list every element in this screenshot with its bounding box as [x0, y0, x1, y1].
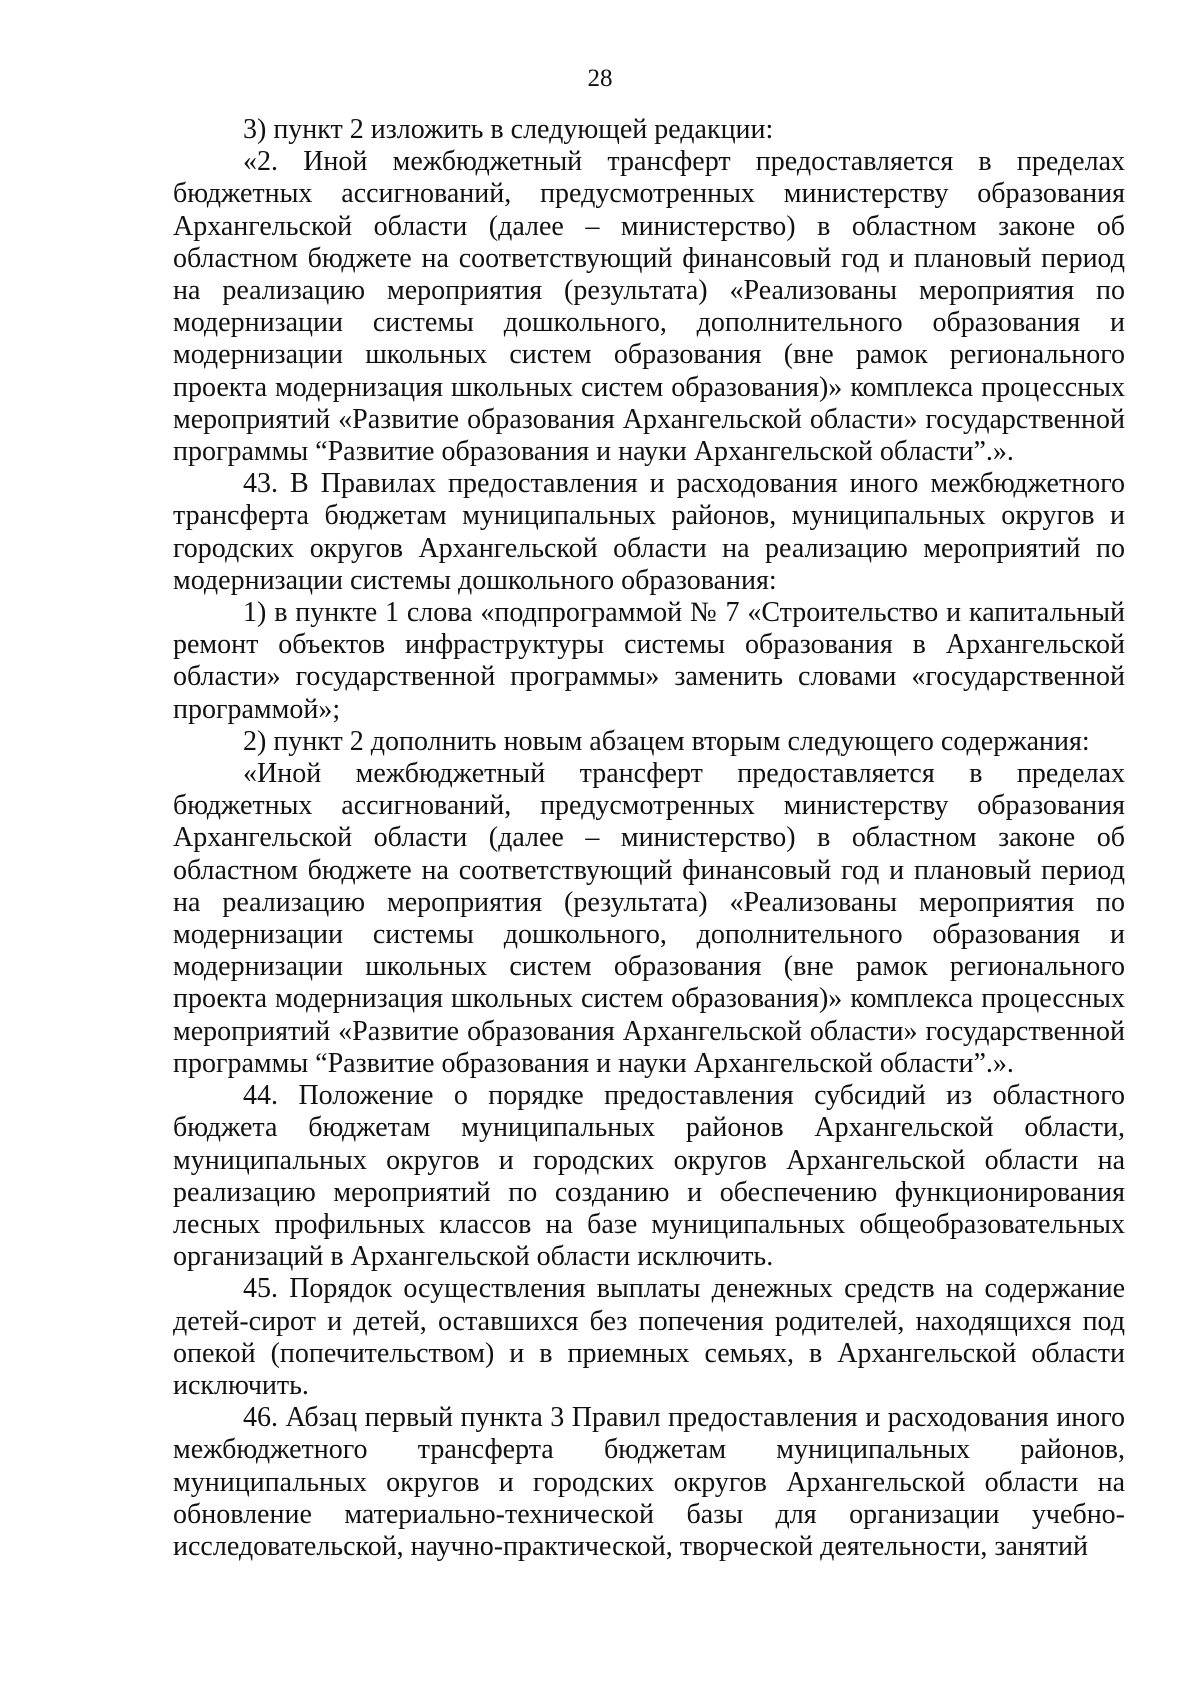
document-body [173, 114, 1125, 1563]
paragraph-43: 43. В Правилах предоставления и расходования иного межбюджетного трансферта бюджетам муниципальных районов, муниципальных округов и городских округов Архангельской области на реализацию мероприятий по модернизации системы дошкольного образования: [173, 468, 1125, 596]
paragraph-46: 46. Абзац первый пункта 3 Правил предоставления и расходования иного межбюджетного трансферта бюджетам муниципальных районов, муниципальных округов и городских округов Архангельской области на обновление материально-технической базы для организации учебно-исследовательской, научно-практической, творческой деятельности, занятий [173, 1402, 1125, 1562]
paragraph-quoted-new-abstract: «Иной межбюджетный трансферт предоставляется в пределах бюджетных ассигнований, предусмотренных министерству образования Архангельской области (далее – министерство) в областном законе об областном бюджете на соответствующий финансовый год и плановый период на реализацию мероприятия (результата) «Реализованы мероприятия по модернизации системы дошкольного, дополнительного образования и модернизации школьных систем образования (вне рамок регионального проекта модернизация школьных систем образования)» комплекса процессных мероприятий «Развитие образования Архангельской области» государственной программы “Развитие образования и науки Архангельской области”.». [173, 758, 1125, 1079]
paragraph-43-item-2: 2) пункт 2 дополнить новым абзацем вторым следующего содержания: [243, 725, 1090, 757]
paragraph-quoted-clause-2: «2. Иной межбюджетный трансферт предоставляется в пределах бюджетных ассигнований, предусмотренных министерству образования Архангельской области (далее – министерство) в областном законе об областном бюджете на соответствующий финансовый год и плановый период на реализацию мероприятия (результата) «Реализованы мероприятия по модернизации системы дошкольного, дополнительного образования и модернизации школьных систем образования (вне рамок регионального проекта модернизация школьных систем образования)» комплекса процессных мероприятий «Развитие образования Архангельской области» государственной программы “Развитие образования и науки Архангельской области”.». [173, 146, 1125, 468]
paragraph-43-item-1: 1) в пункте 1 слова «подпрограммой № 7 «Строительство и капитальный ремонт объектов инфраструктуры системы образования в Архангельской области» государственной программы» заменить словами «государственной программой»; [173, 597, 1125, 725]
paragraph-45: 45. Порядок осуществления выплаты денежных средств на содержание детей-сирот и детей, оставшихся без попечения родителей, находящихся под опекой (попечительством) и в приемных семьях, в Архангельской области исключить. [173, 1273, 1125, 1401]
paragraph-item-3: 3) пункт 2 изложить в следующей редакции: [243, 114, 774, 145]
paragraph-44: 44. Положение о порядке предоставления субсидий из областного бюджета бюджетам муниципальных районов Архангельской области, муниципальных округов и городских округов Архангельской области на реализацию мероприятий по созданию и обеспечению функционирования лесных профильных классов на базе муниципальных общеобразовательных организаций в Архангельской области исключить. [173, 1080, 1125, 1273]
page-number: 28 [587, 65, 613, 92]
